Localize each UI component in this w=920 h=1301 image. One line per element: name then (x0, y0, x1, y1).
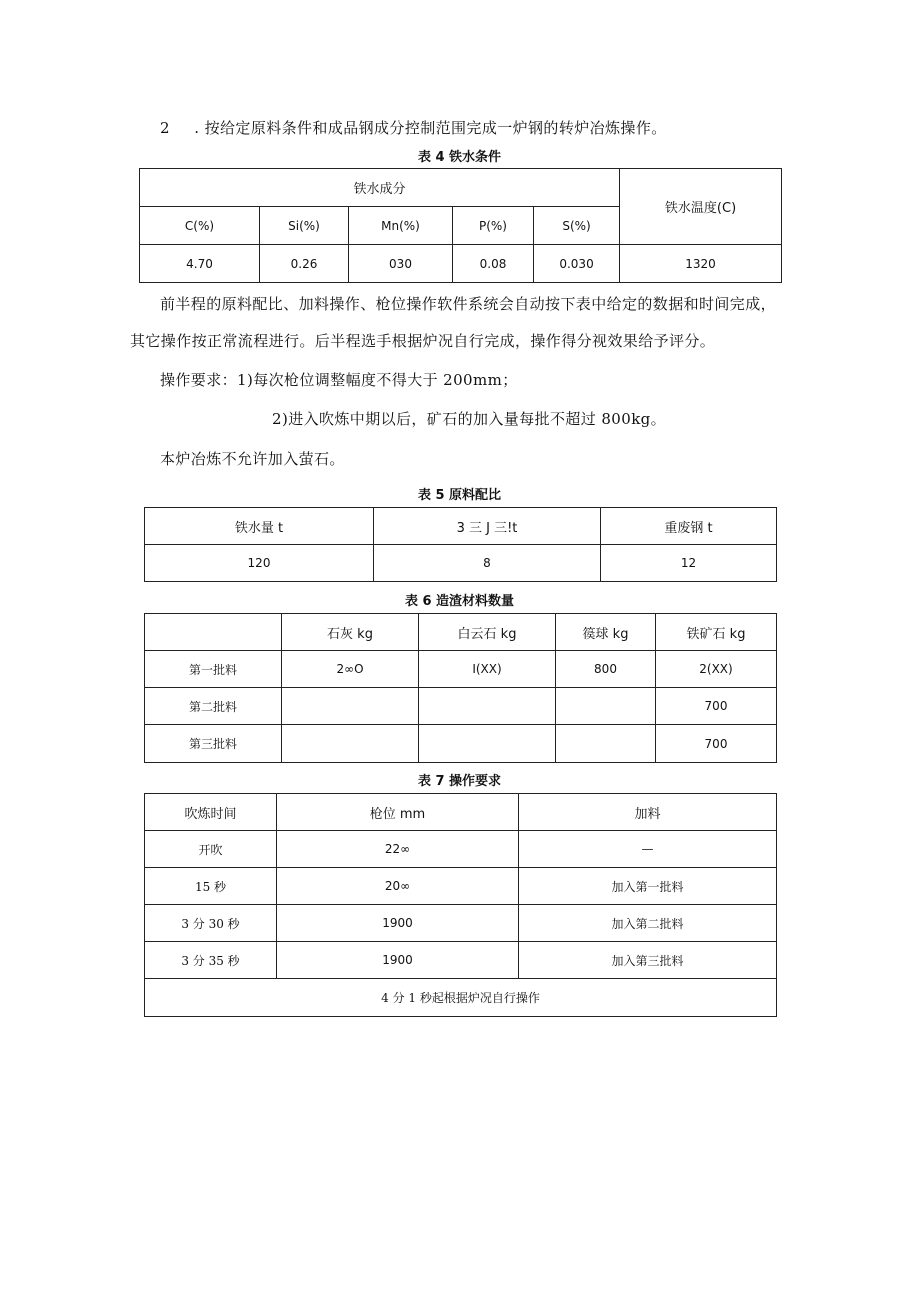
batch-label: 第二批料 (145, 688, 282, 725)
lance-position: 22∞ (277, 831, 519, 868)
heavy-scrap-header: 重废钢 t (601, 508, 777, 545)
paragraph-line-1: 前半程的原料配比、加料操作、枪位操作软件系统会自动按下表中给定的数据和时间完成， (160, 295, 777, 313)
value-s: 0.030 (534, 245, 620, 283)
pellet-header: 篌球 kg (556, 614, 656, 651)
paragraph-line-2: 其它操作按正常流程进行。后半程选手根据炉况自行完成，操作得分视效果给予评分。 (130, 332, 716, 350)
hot-metal-value: 120 (145, 545, 374, 582)
charging-header: 加料 (519, 794, 777, 831)
table7-caption: 表 7 操作要求 (417, 774, 502, 789)
table7-footer-note: 4 分 1 秒起根据炉况自行操作 (145, 979, 777, 1017)
table-row (145, 868, 777, 905)
pellet-value: 800 (556, 651, 656, 688)
lime-header: 石灰 kg (282, 614, 419, 651)
blowing-time-header: 吹炼时间 (145, 794, 277, 831)
column-header-p: P(%) (453, 207, 534, 245)
fluorite-note: 本炉冶炼不允许加入萤石。 (160, 450, 345, 468)
lance-position: 20∞ (277, 868, 519, 905)
lance-position: 1900 (277, 942, 519, 979)
raw-material-ratio-table (144, 507, 777, 582)
charging-action: 加入第三批料 (519, 942, 777, 979)
charging-action: 加入第二批料 (519, 905, 777, 942)
table6-caption: 表 6 造渣材料数量 (404, 594, 515, 609)
table-row (145, 688, 777, 725)
lime-value: 2∞O (282, 651, 419, 688)
charging-action: 加入第一批料 (519, 868, 777, 905)
table-row (145, 651, 777, 688)
intro-text: . 按给定原料条件和成品钢成分控制范围完成一炉钢的转炉冶炼操作。 (194, 119, 667, 137)
dolomite-header: 白云石 kg (419, 614, 556, 651)
blowing-time: 15 秒 (145, 868, 277, 905)
iron-ore-value: 2(XX) (656, 651, 777, 688)
value-c: 4.70 (140, 245, 260, 283)
intro-item-number: 2 (160, 119, 170, 137)
scrap-header: 3 三 J 三!t (374, 508, 601, 545)
scrap-value: 8 (374, 545, 601, 582)
dolomite-value: I(XX) (419, 651, 556, 688)
table-row (145, 942, 777, 979)
corner-cell (145, 614, 282, 651)
table4-caption: 表 4 铁水条件 (417, 150, 502, 165)
slag-material-table (144, 613, 777, 763)
intro-line (160, 118, 667, 138)
batch-label: 第三批料 (145, 725, 282, 763)
lime-value (282, 725, 419, 763)
blowing-time: 3 分 30 秒 (145, 905, 277, 942)
iron-ore-header: 铁矿石 kg (656, 614, 777, 651)
operation-requirement-table (144, 793, 777, 1017)
value-temperature: 1320 (620, 245, 782, 283)
iron-temperature-header: 铁水温度(C) (620, 169, 782, 245)
value-mn: 030 (349, 245, 453, 283)
column-header-si: Si(%) (260, 207, 349, 245)
table5-caption: 表 5 原料配比 (417, 488, 502, 503)
value-si: 0.26 (260, 245, 349, 283)
table-row (145, 725, 777, 763)
lime-value (282, 688, 419, 725)
iron-ore-value: 700 (656, 725, 777, 763)
lance-position-header: 枪位 mm (277, 794, 519, 831)
dolomite-value (419, 725, 556, 763)
blowing-time: 开吹 (145, 831, 277, 868)
hot-metal-header: 铁水量 t (145, 508, 374, 545)
lance-position: 1900 (277, 905, 519, 942)
iron-composition-header: 铁水成分 (140, 169, 620, 207)
dolomite-value (419, 688, 556, 725)
column-header-mn: Mn(%) (349, 207, 453, 245)
column-header-c: C(%) (140, 207, 260, 245)
value-p: 0.08 (453, 245, 534, 283)
iron-ore-value: 700 (656, 688, 777, 725)
column-header-s: S(%) (534, 207, 620, 245)
table-row (145, 905, 777, 942)
batch-label: 第一批料 (145, 651, 282, 688)
heavy-scrap-value: 12 (601, 545, 777, 582)
pellet-value (556, 725, 656, 763)
requirement-1: 操作要求：1)每次枪位调整幅度不得大于 200mm； (160, 371, 518, 389)
iron-condition-table (139, 168, 782, 283)
requirement-2: 2)进入吹炼中期以后，矿石的加入量每批不超过 800kg。 (272, 410, 667, 428)
blowing-time: 3 分 35 秒 (145, 942, 277, 979)
table-row (145, 831, 777, 868)
pellet-value (556, 688, 656, 725)
charging-action: — (519, 831, 777, 868)
